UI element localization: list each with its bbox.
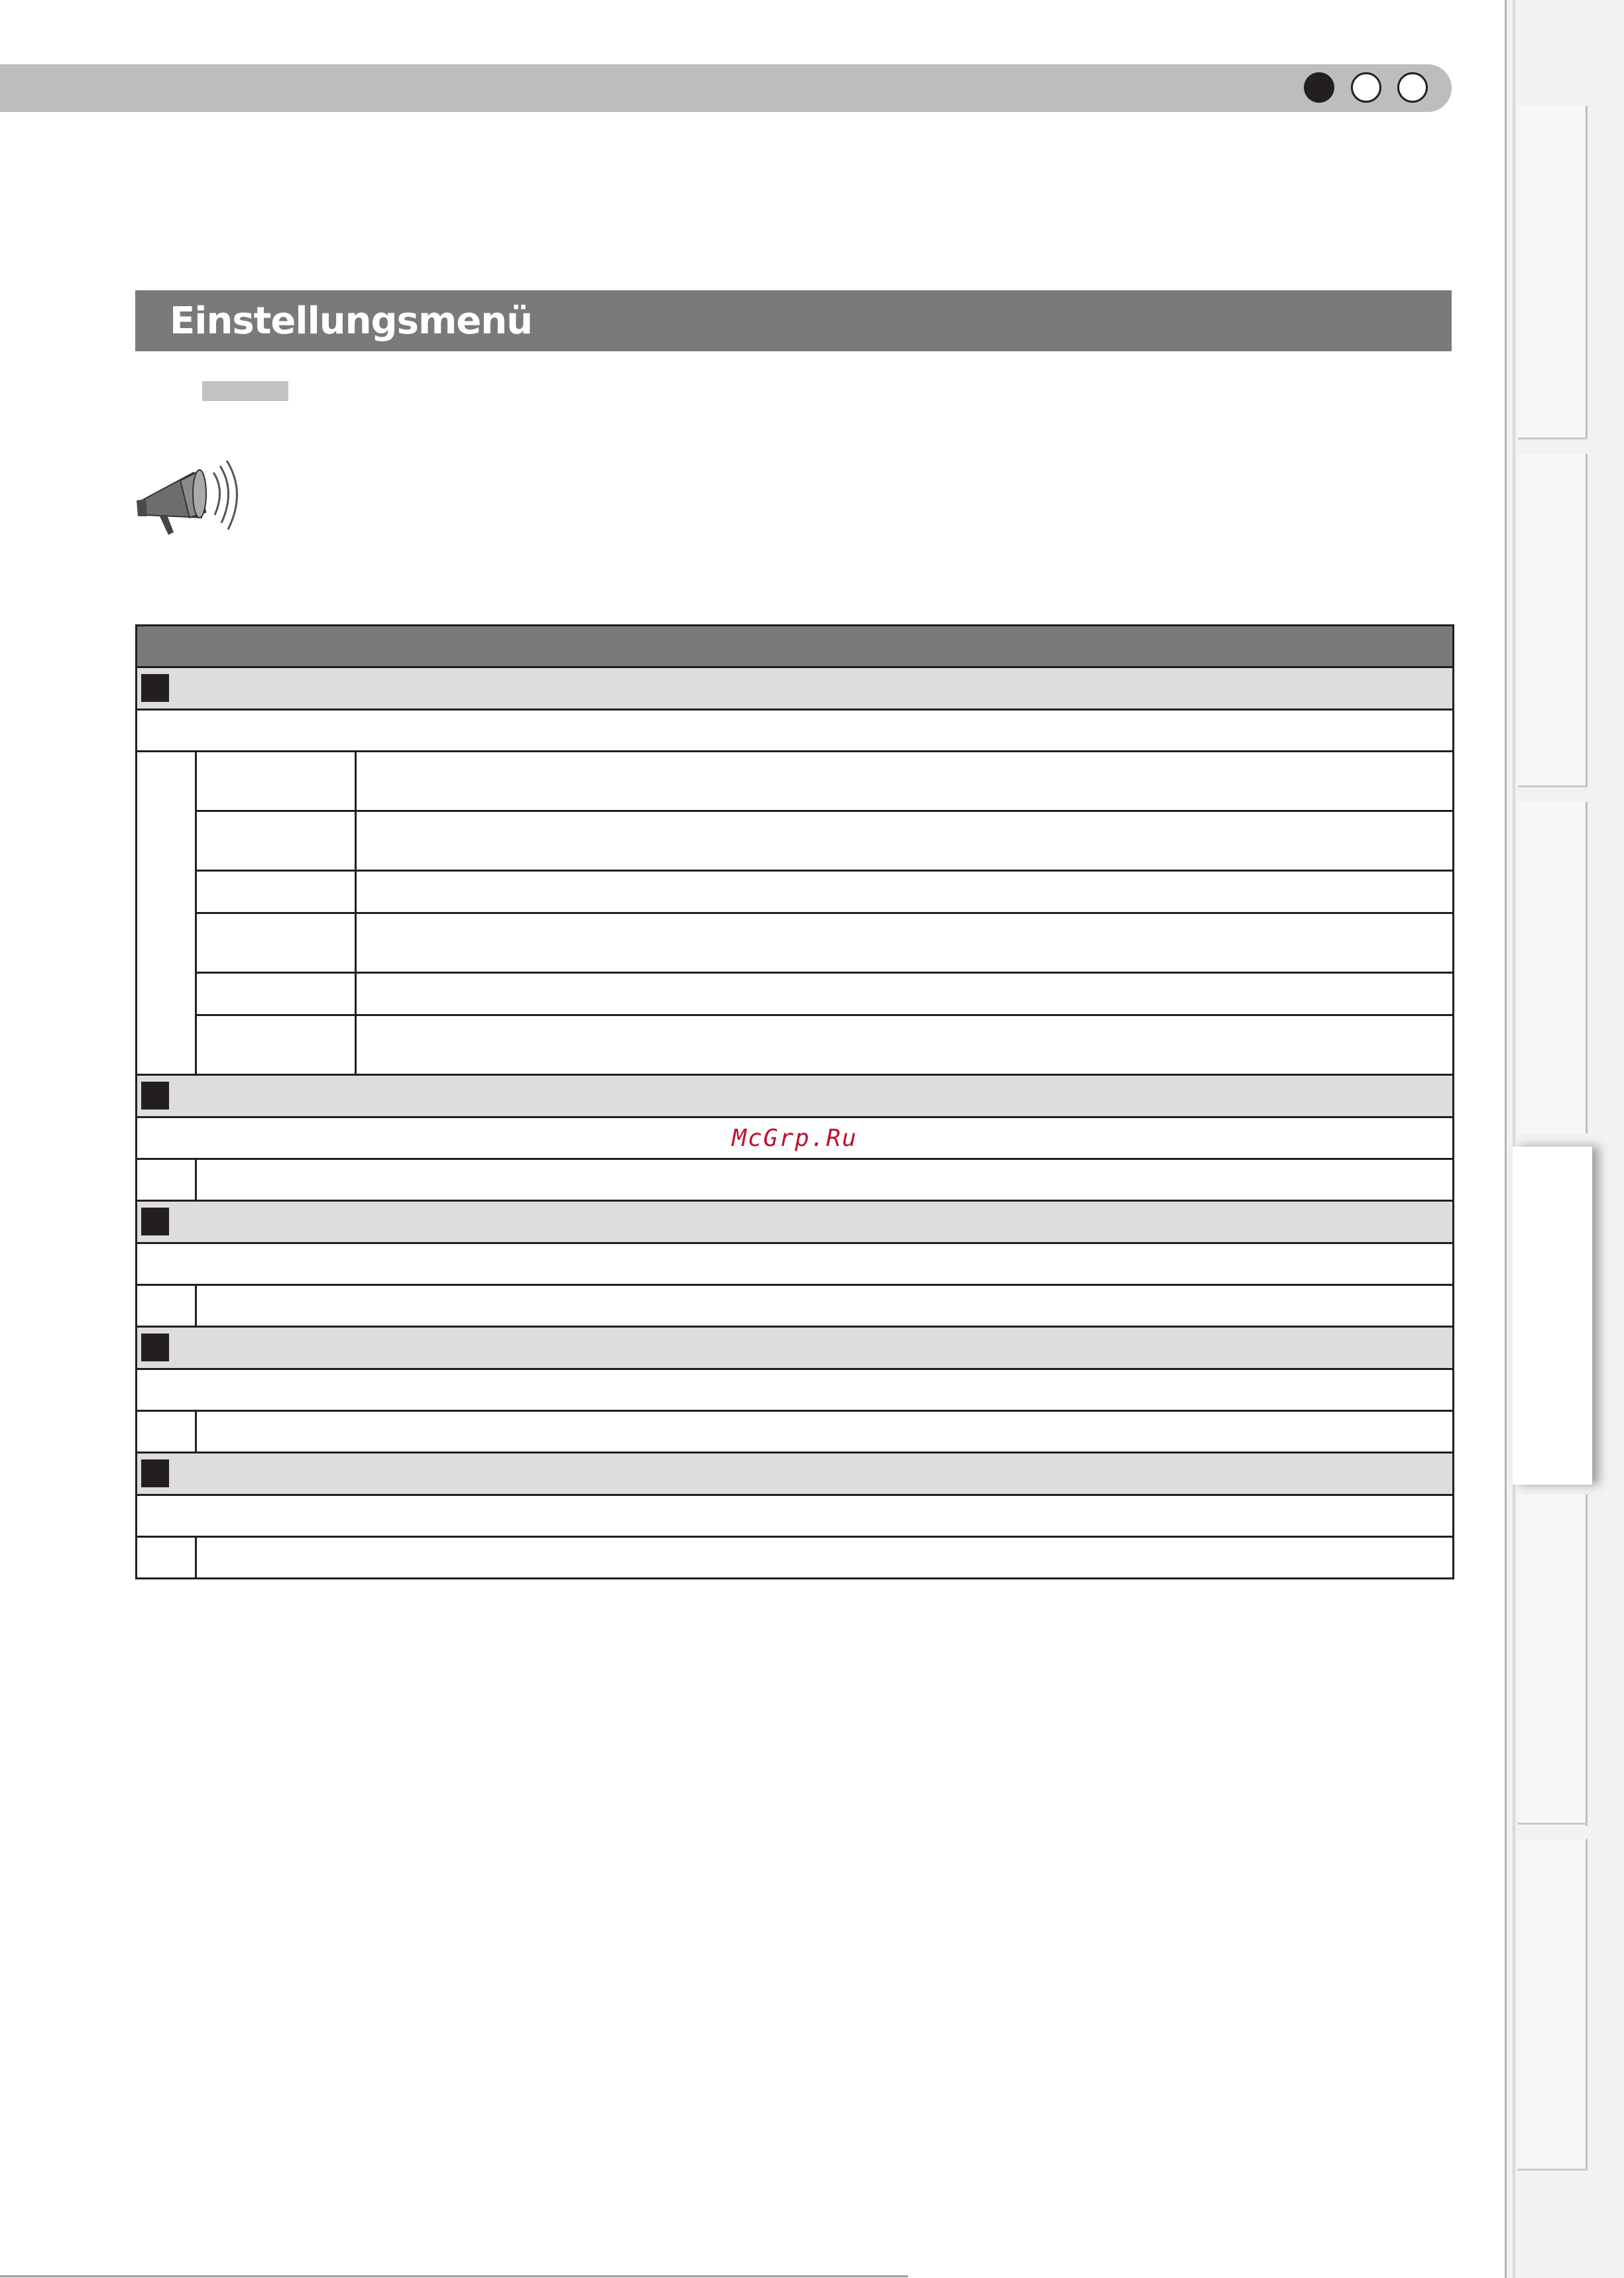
setting-name-cell bbox=[196, 752, 356, 811]
section-description-row bbox=[137, 1243, 1454, 1285]
table-row bbox=[137, 1015, 1454, 1075]
section-row bbox=[137, 1453, 1454, 1495]
section-description-row bbox=[137, 1495, 1454, 1537]
setting-description-cell bbox=[356, 752, 1454, 811]
table-row bbox=[137, 913, 1454, 973]
section-row bbox=[137, 667, 1454, 710]
table-row bbox=[137, 752, 1454, 811]
table-row bbox=[137, 973, 1454, 1015]
section-description-row bbox=[137, 710, 1454, 752]
bottom-rule bbox=[0, 2275, 908, 2277]
page-title: Einstellungsmenü bbox=[170, 299, 533, 343]
chapter-tab[interactable] bbox=[1518, 454, 1588, 785]
page-indicator-dot-empty bbox=[1397, 72, 1428, 103]
page-indicator-dot-filled bbox=[1304, 72, 1334, 103]
table-row bbox=[137, 1411, 1454, 1453]
section-row bbox=[137, 1075, 1454, 1117]
table-row bbox=[137, 1537, 1454, 1579]
page-title-bar bbox=[135, 290, 1452, 351]
chapter-tab[interactable] bbox=[1518, 1495, 1588, 1826]
chapter-tab[interactable] bbox=[1518, 106, 1588, 437]
table-row bbox=[137, 1159, 1454, 1201]
top-header-bar bbox=[0, 64, 1452, 112]
table-row bbox=[137, 811, 1454, 871]
tab-divider bbox=[1518, 2169, 1588, 2171]
chapter-tab-active[interactable] bbox=[1513, 1147, 1592, 1485]
section-marker-square bbox=[141, 1082, 169, 1110]
section-description-row bbox=[137, 1117, 1454, 1159]
table-row bbox=[137, 1285, 1454, 1327]
chapter-tab[interactable] bbox=[1518, 802, 1588, 1133]
table-header-row bbox=[137, 626, 1454, 667]
watermark-text: McGrp.Ru bbox=[732, 1124, 858, 1152]
tab-divider bbox=[1518, 785, 1588, 787]
section-marker-square bbox=[141, 1334, 169, 1361]
tab-divider bbox=[1518, 437, 1588, 439]
section-row bbox=[137, 1327, 1454, 1369]
section-marker-square bbox=[141, 1459, 169, 1487]
tab-divider bbox=[1518, 1823, 1588, 1825]
section-marker-square bbox=[141, 1208, 169, 1235]
subtitle-placeholder-chip bbox=[202, 381, 288, 401]
table-row bbox=[137, 871, 1454, 913]
tab-strip-edge bbox=[1513, 0, 1515, 2278]
indent-cell bbox=[137, 752, 196, 1075]
section-marker-square bbox=[141, 674, 169, 702]
section-description-row bbox=[137, 1369, 1454, 1411]
megaphone-icon bbox=[133, 461, 245, 553]
section-row bbox=[137, 1201, 1454, 1243]
page-indicator-dot-empty bbox=[1351, 72, 1381, 103]
settings-menu-table bbox=[135, 624, 1454, 1579]
chapter-tab[interactable] bbox=[1518, 1839, 1588, 2171]
